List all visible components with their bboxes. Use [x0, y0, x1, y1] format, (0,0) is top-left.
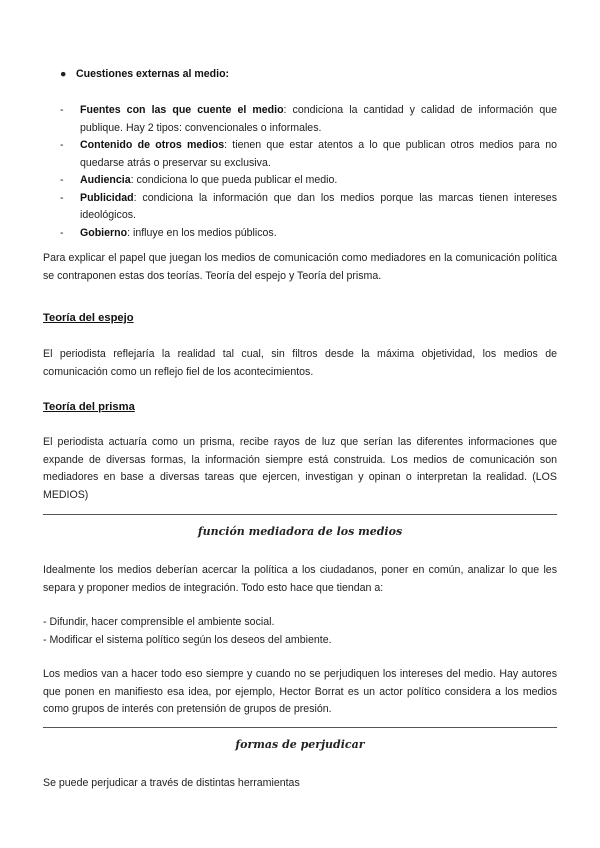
- harm-forms-paragraph: Se puede perjudicar a través de distintas herramientas: [43, 777, 300, 789]
- external-issues-list: [60, 102, 557, 242]
- list-item-term: Gobierno: [80, 226, 128, 239]
- list-item-text: : tienen que estar atentos a lo que publican otros medios para no quedarse atrás o preservar su exclusiva.: [80, 139, 557, 169]
- list-item-term: Audiencia: [80, 174, 131, 186]
- list-item-term: Fuentes con las que cuente el medio: [80, 104, 284, 116]
- mediating-function-title: función mediadora de los medios: [197, 525, 403, 538]
- external-issues-heading: [60, 68, 229, 80]
- list-item: - Audiencia: condiciona lo que pueda publicar el medio.: [60, 174, 338, 186]
- section-divider: [43, 514, 557, 515]
- list-item: - Fuentes con las que cuente el medio: condiciona la cantidad y calidad de información que publique. Hay 2 tipos: convencionales o informales.: [60, 104, 557, 134]
- list-item-text: : condiciona la información que dan los medios porque las marcas tienen intereses ideológicos.: [80, 191, 557, 221]
- section-divider: [43, 727, 557, 728]
- list-item-text: : condiciona la cantidad y calidad de información que publique. Hay 2 tipos: convencionales o informales.: [80, 104, 557, 134]
- intro-paragraph: Para explicar el papel que juegan los medios de comunicación como mediadores en la comunicación política se contraponen estas dos teorías. Teoría del espejo y Teoría del prisma.: [43, 252, 557, 282]
- list-item: - Contenido de otros medios: tienen que estar atentos a lo que publican otros medios para no quedarse atrás o preservar su exclusiva.: [60, 139, 557, 169]
- mediating-function-list: [43, 614, 557, 649]
- bullet-icon: ●: [60, 68, 67, 80]
- mediating-function-paragraph: Idealmente los medios deberían acercar la política a los ciudadanos, poner en común, analizar lo que les separa y proponer medios de integración. Todo esto hace que tiendan a:: [43, 564, 557, 594]
- list-item: - Publicidad: condiciona la información que dan los medios porque las marcas tienen intereses ideológicos.: [60, 191, 557, 221]
- list-item: - Modificar el sistema político según los deseos del ambiente.: [43, 633, 332, 646]
- list-item: - Gobierno: influye en los medios públicos.: [60, 226, 277, 239]
- list-item-text: : influye en los medios públicos.: [127, 226, 277, 239]
- list-item-term: Contenido de otros medios: [80, 139, 225, 151]
- external-issues-heading-text: Cuestiones externas al medio:: [76, 68, 230, 80]
- mirror-theory-heading: Teoría del espejo: [43, 312, 134, 324]
- harm-forms-title: formas de perjudicar: [235, 738, 365, 751]
- prism-theory-heading: Teoría del prisma: [43, 401, 135, 413]
- prism-theory-text: El periodista actuaría como un prisma, recibe rayos de luz que serían las diferentes informaciones que expande de diversas formas, la información siempre está construida. Los medios de comunicación son mediadores en base a diversas tareas que ejercen, investigan y opinan o interpretan la realidad. (LOS MEDIOS): [43, 436, 557, 501]
- list-item: - Difundir, hacer comprensible el ambiente social.: [43, 616, 275, 628]
- mirror-theory-text: El periodista reflejaría la realidad tal cual, sin filtros desde la máxima objetividad, los medios de comunicación como un reflejo fiel de los acontecimientos.: [43, 348, 557, 378]
- list-item-term: Publicidad: [80, 191, 134, 204]
- list-item-text: : condiciona lo que pueda publicar el medio.: [130, 174, 338, 186]
- mediating-function-closing: Los medios van a hacer todo eso siempre y cuando no se perjudiquen los intereses del medio. Hay autores que ponen en manifiesto esa idea, por ejemplo, Hector Borrat es un actor político considera a los medios como grupos de interés con pretensión de grupos de presión.: [43, 668, 557, 715]
